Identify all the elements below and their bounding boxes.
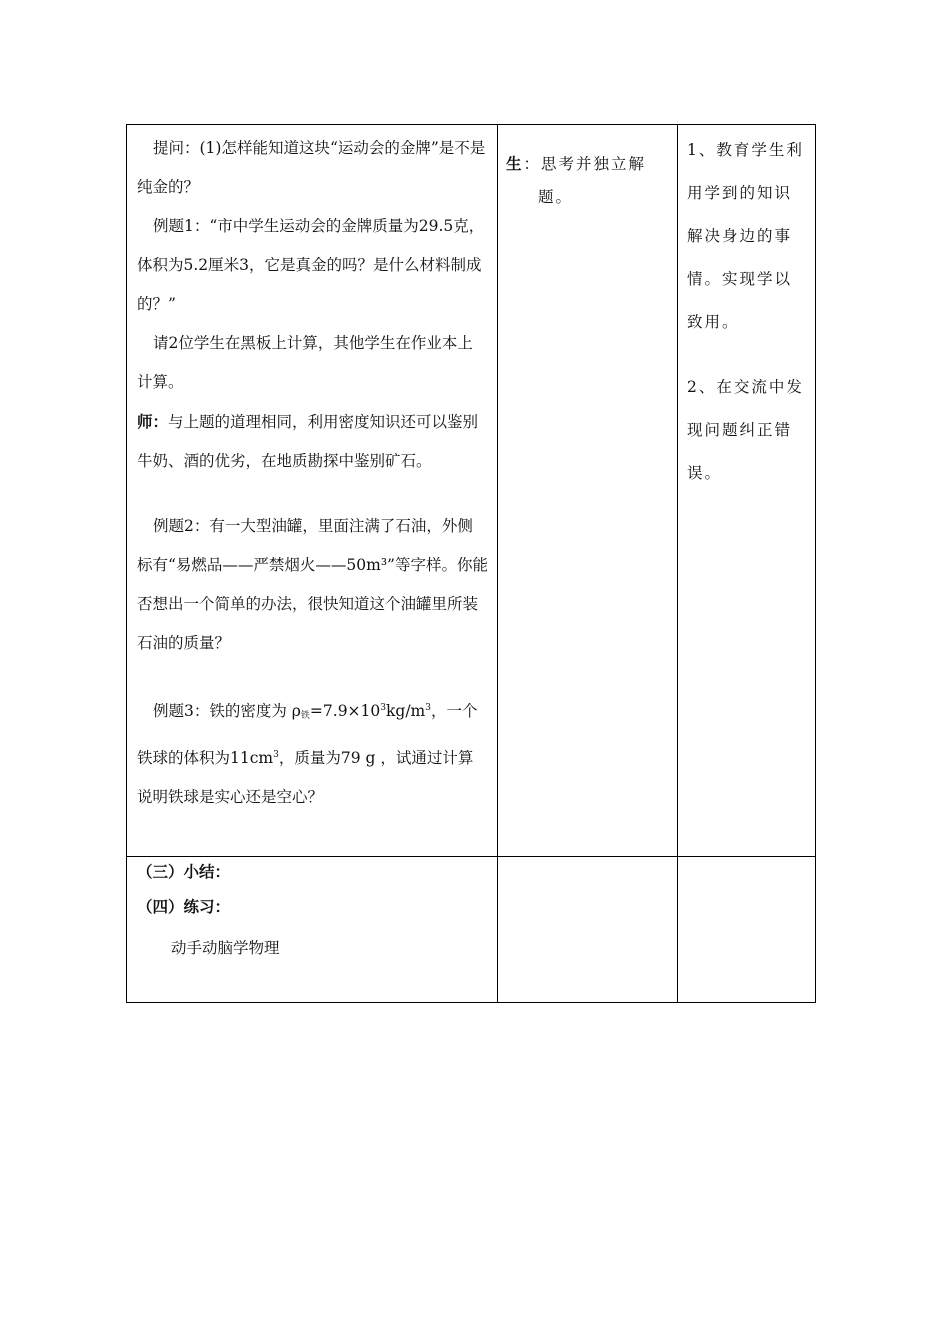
student-line-2: 题。	[538, 188, 574, 206]
student-line-1: 生：思考并独立解	[506, 154, 647, 173]
table-row	[127, 857, 816, 1003]
student-label: 生	[506, 154, 524, 173]
lesson-table	[126, 124, 816, 1003]
teacher-paragraph	[137, 402, 488, 481]
practice-heading: （四）练习：	[137, 897, 231, 916]
teacher-label: 师：	[137, 412, 169, 431]
summary-practice-cell	[127, 857, 498, 1003]
empty-cell	[498, 857, 678, 1003]
instruction-text: 请2位学生在黑板上计算，其他学生在作业本上计算。	[137, 334, 473, 391]
summary-heading: （三）小结：	[137, 862, 231, 881]
table-row	[127, 125, 816, 857]
example-3-text: 例题3：铁的密度为 $\rho_铁=7.9\times 10^3kg/m^3$，一个铁球的体积为$11cm^3$，质量为79 g ，试通过计算说明铁球是实心还是空心？	[137, 702, 478, 806]
student-activity-cell	[498, 125, 678, 857]
empty-cell	[678, 857, 816, 1003]
question-text: 提问：(1)怎样能知道这块“运动会的金牌”是不是纯金的？	[137, 139, 486, 196]
example-2-text: 例题2：有一大型油罐，里面注满了石油，外侧标有“易燃品——严禁烟火——50m³”等字样。你能否想出一个简单的办法，很快知道这个油罐里所装石油的质量？	[137, 517, 488, 652]
intent-point-2: 2、在交流中发现问题纠正错误。	[687, 378, 804, 482]
teacher-text: 与上题的道理相同，利用密度知识还可以鉴别牛奶、酒的优劣，在地质勘探中鉴别矿石。	[137, 413, 479, 470]
teaching-process-cell	[127, 125, 498, 857]
intent-point-1: 1、教育学生利用学到的知识解决身边的事情。实现学以致用。	[687, 141, 804, 331]
design-intent-cell	[678, 125, 816, 857]
example-1-text: 例题1：“市中学生运动会的金牌质量为29.5克，体积为5.2厘米3，它是真金的吗？是什么材料制成的？”	[137, 217, 485, 313]
practice-item: 动手动脑学物理	[171, 939, 280, 957]
